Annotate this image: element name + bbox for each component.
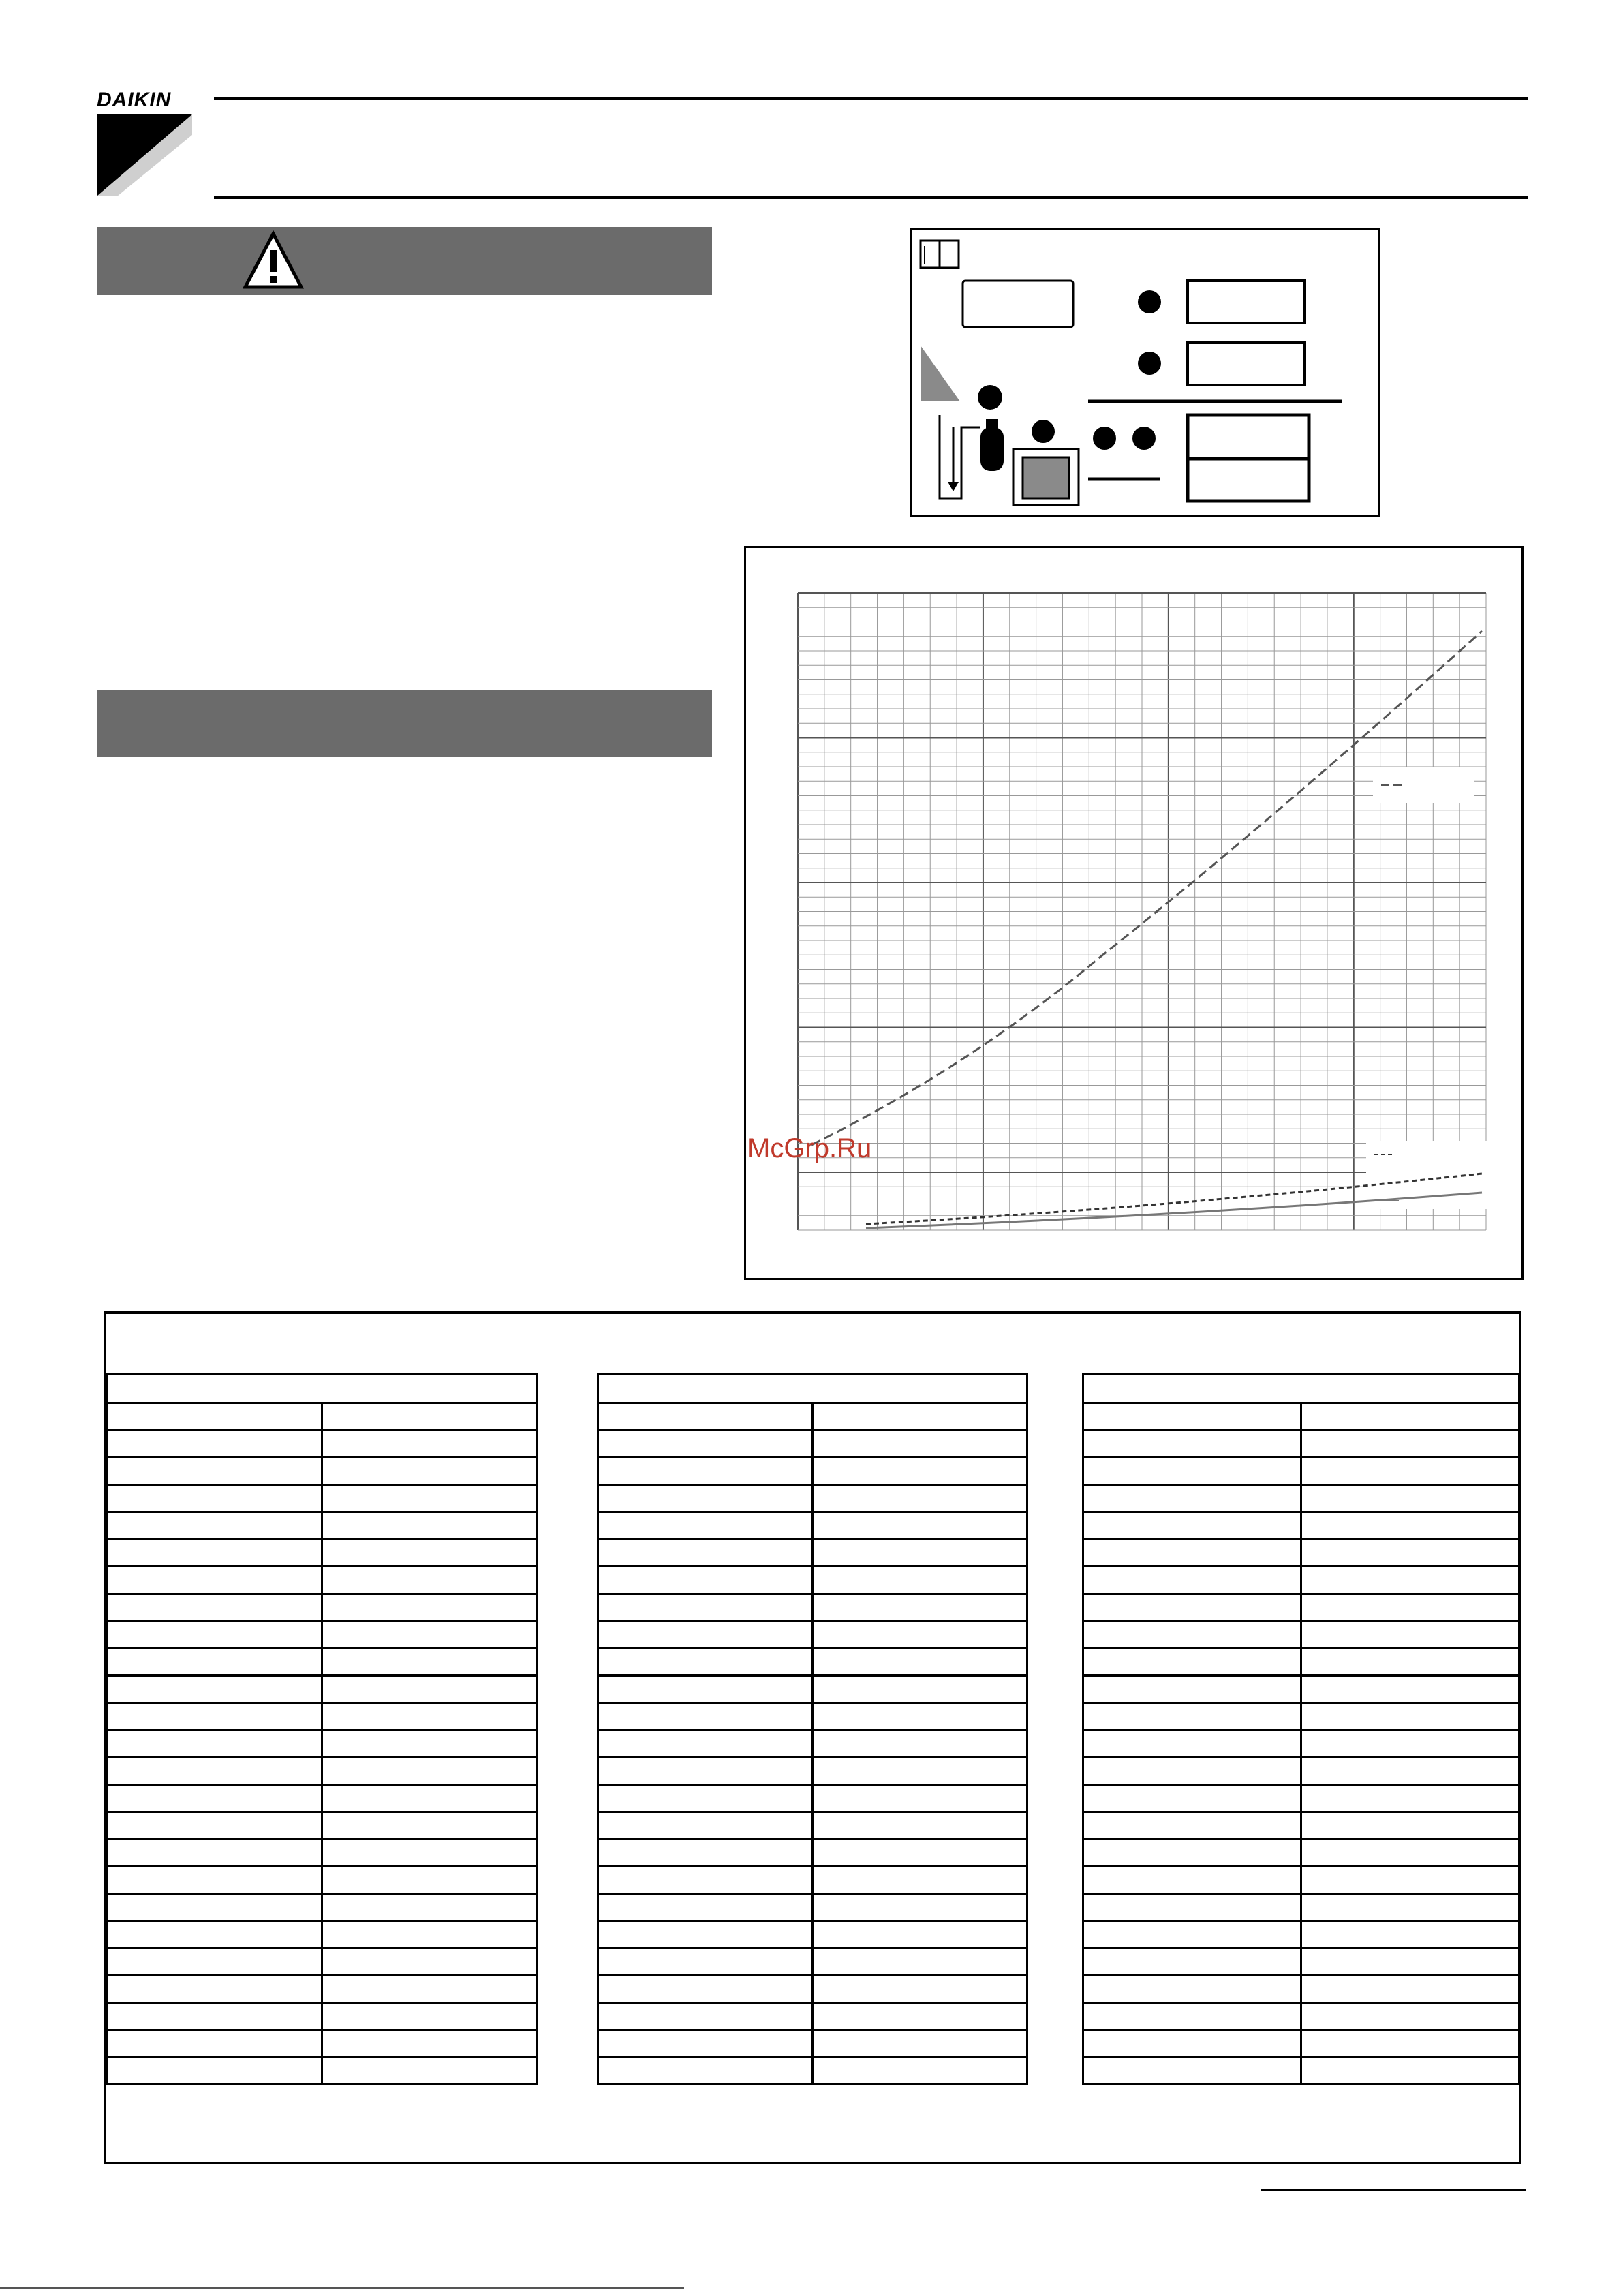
step-dot [1138,290,1161,313]
table-cell-value [322,1485,537,1512]
table-cell-key [598,1403,813,1430]
table-cell-value [813,1758,1027,1785]
step-dot [1093,427,1116,450]
table-cell-key [1083,1976,1301,2003]
table-cell-value [813,1976,1027,2003]
table-row [108,2057,537,2085]
table-row [108,1758,537,1785]
table-row [598,1867,1027,1894]
table-row [108,1594,537,1621]
table-cell-key [598,1785,813,1812]
charge-fill-icon [1023,457,1069,498]
table-row [598,1758,1027,1785]
table-cell-key [108,1703,322,1730]
sticker-field-2 [1188,343,1305,385]
table-row [598,1894,1027,1921]
table-cell-key [108,1458,322,1485]
table-row [598,1730,1027,1758]
table-row [1083,2003,1519,2030]
table-cell-value [813,1676,1027,1703]
table-cell-key [1083,1458,1301,1485]
table-cell-value [1301,1676,1519,1703]
table-cell-key [598,1703,813,1730]
table-row [598,1649,1027,1676]
table-row [598,1948,1027,1976]
table-cell-key [1083,1676,1301,1703]
table-row [108,1485,537,1512]
table-cell-key [598,1458,813,1485]
table-cell-value [1301,1540,1519,1567]
table-cell-value [813,1458,1027,1485]
table-row [108,1649,537,1676]
table-cell-key [1083,1812,1301,1839]
table-cell-value [813,1785,1027,1812]
table-row [598,1976,1027,2003]
table-cell-value [1301,1594,1519,1621]
table-cell-value [1301,1894,1519,1921]
table-cell-value [813,1948,1027,1976]
table-group-header [108,1374,537,1403]
header-rule-bottom [214,196,1528,199]
table-row [1083,1703,1519,1730]
table-cell-value [813,1703,1027,1730]
table-cell-key [108,1403,322,1430]
table-cell-key [108,2057,322,2085]
table-row [1083,1948,1519,1976]
table-cell-key [108,1540,322,1567]
table-cell-value [322,1403,537,1430]
table-cell-value [813,1403,1027,1430]
table-row [1083,1512,1519,1540]
table-cell-value [1301,2030,1519,2057]
table-row [598,1676,1027,1703]
table-row [598,1430,1027,1458]
table-cell-value [813,1594,1027,1621]
table-cell-value [322,1867,537,1894]
table-cell-key [598,1976,813,2003]
table-cell-value [813,1730,1027,1758]
data-table-frame [104,1311,1521,2164]
chart-grid [798,593,1486,1230]
table-cell-key [1083,1621,1301,1649]
header-rule-top [214,97,1528,100]
table-cell-key [598,2003,813,2030]
grey-triangle-icon [921,346,960,401]
table-cell-key [598,1649,813,1676]
table-row [1083,1458,1519,1485]
table-cell-value [813,1540,1027,1567]
table-cell-value [1301,1948,1519,1976]
table-cell-key [108,2030,322,2057]
table-row [108,1867,537,1894]
manual-book-icon [921,241,959,268]
table-cell-value [1301,1567,1519,1594]
table-row [1083,1730,1519,1758]
table-cell-key [108,1730,322,1758]
table-cell-value [322,1621,537,1649]
table-row [1083,2030,1519,2057]
table-cell-key [1083,1867,1301,1894]
table-row [108,1948,537,1976]
table-cell-value [322,1785,537,1812]
table-row [1083,1976,1519,2003]
table-row [1083,1839,1519,1867]
table-row [1083,1812,1519,1839]
table-row [598,1403,1027,1430]
table-cell-value [1301,1839,1519,1867]
warning-triangle-icon [243,230,304,291]
table-cell-value [813,1485,1027,1512]
table-row [1083,1649,1519,1676]
table-group-header [1083,1374,1519,1403]
chart [746,548,1526,1282]
table-row [1083,1921,1519,1948]
table-row [1083,1540,1519,1567]
table-cell-value [1301,1458,1519,1485]
table-group-2 [597,1373,1028,2085]
table-group-1 [106,1373,538,2085]
table-cell-key [598,1758,813,1785]
table-cell-key [1083,1649,1301,1676]
table-row [108,1839,537,1867]
table-row [108,1703,537,1730]
table-row [108,2030,537,2057]
step-dot [1032,420,1055,443]
table-row [1083,1485,1519,1512]
step-dot [1132,427,1156,450]
table-cell-key [108,1621,322,1649]
step-dot [1138,352,1161,375]
table-cell-value [322,1540,537,1567]
table-cell-value [322,1758,537,1785]
table-cell-value [322,1730,537,1758]
table-cell-key [1083,1894,1301,1921]
table-row [108,2003,537,2030]
table-cell-key [108,1976,322,2003]
table-cell-key [598,1485,813,1512]
table-cell-key [1083,1921,1301,1948]
table-cell-value [1301,1649,1519,1676]
chart-frame [744,546,1524,1280]
table-row [598,1921,1027,1948]
table-cell-key [108,1921,322,1948]
table-cell-value [813,1894,1027,1921]
sticker-field-1 [1188,281,1305,323]
table-cell-key [598,1430,813,1458]
table-row [598,1812,1027,1839]
table-row [598,1458,1027,1485]
table-cell-key [1083,1512,1301,1540]
table-cell-key [108,1567,322,1594]
table-cell-value [813,1812,1027,1839]
table-cell-key [598,1921,813,1948]
table-cell-value [322,2003,537,2030]
table-cell-value [813,2003,1027,2030]
table-cell-value [813,1649,1027,1676]
table-row [1083,1676,1519,1703]
page-edge-rule [0,2287,684,2289]
table-row [598,1621,1027,1649]
table-cell-key [598,1812,813,1839]
table-cell-value [1301,1976,1519,2003]
table-cell-value [322,1839,537,1867]
table-cell-value [1301,1867,1519,1894]
table-cell-key [598,1867,813,1894]
table-cell-key [108,1812,322,1839]
table-cell-value [813,2030,1027,2057]
table-cell-value [322,1567,537,1594]
table-cell-key [108,1594,322,1621]
table-cell-key [598,1512,813,1540]
table-cell-value [322,2057,537,2085]
table-cell-key [1083,2030,1301,2057]
table-cell-value [1301,1430,1519,1458]
footer-rule [1261,2189,1526,2191]
table-cell-key [598,1730,813,1758]
table-cell-key [108,1948,322,1976]
table-cell-value [1301,1485,1519,1512]
refrigerant-label-diagram [910,228,1380,517]
table-cell-key [598,1676,813,1703]
table-cell-value [322,1703,537,1730]
table-row [598,1594,1027,1621]
table-row [598,1839,1027,1867]
table-cell-key [108,1894,322,1921]
table-cell-key [598,2057,813,2085]
table-row [1083,1403,1519,1430]
table-cell-key [108,1785,322,1812]
table-cell-value [1301,1785,1519,1812]
table-cell-key [1083,1703,1301,1730]
table-cell-value [1301,2003,1519,2030]
table-row [108,1730,537,1758]
table-row [108,1567,537,1594]
table-cell-key [108,1867,322,1894]
daikin-logo [97,89,192,198]
table-cell-value [322,1676,537,1703]
table-cell-key [1083,1839,1301,1867]
table-cell-key [108,1758,322,1785]
table-row [598,2057,1027,2085]
table-cell-value [1301,2057,1519,2085]
table-row [1083,1567,1519,1594]
table-row [108,1512,537,1540]
table-row [108,1430,537,1458]
table-row [1083,1758,1519,1785]
table-group-header [598,1374,1027,1403]
table-row [598,1785,1027,1812]
table-cell-value [1301,1621,1519,1649]
table-row [108,1540,537,1567]
table-cell-value [322,1512,537,1540]
table-cell-key [1083,1594,1301,1621]
table-row [108,1976,537,2003]
table-cell-key [1083,1948,1301,1976]
table-cell-key [598,2030,813,2057]
table-cell-key [598,1894,813,1921]
table-cell-value [813,1921,1027,1948]
table-cell-value [322,1948,537,1976]
table-cell-value [813,1839,1027,1867]
brand-name: DAIKIN [97,89,172,111]
table-group-3 [1082,1373,1520,2085]
table-row [598,1703,1027,1730]
table-cell-key [1083,1567,1301,1594]
table-row [108,1785,537,1812]
table-cell-value [1301,1730,1519,1758]
table-cell-key [1083,1758,1301,1785]
table-row [598,1485,1027,1512]
table-cell-key [108,1676,322,1703]
watermark-text: McGrp.Ru [747,1133,872,1163]
table-cell-key [108,2003,322,2030]
table-cell-key [108,1512,322,1540]
table-cell-value [322,1594,537,1621]
table-cell-key [108,1430,322,1458]
table-cell-value [813,2057,1027,2085]
table-cell-value [322,2030,537,2057]
table-row [598,2003,1027,2030]
table-row [598,1512,1027,1540]
table-cell-value [322,1649,537,1676]
table-row [108,1812,537,1839]
series-long-dash-line [812,631,1482,1145]
table-cell-key [1083,2003,1301,2030]
table-cell-value [1301,1758,1519,1785]
table-row [598,1540,1027,1567]
table-cell-key [1083,1785,1301,1812]
table-cell-key [108,1485,322,1512]
table-cell-key [598,1540,813,1567]
table-row [1083,1867,1519,1894]
table-cell-value [813,1512,1027,1540]
sticker-field-box [963,281,1073,327]
table-cell-value [1301,1703,1519,1730]
logo-triangle-icon [97,114,192,196]
table-row [108,1676,537,1703]
table-row [1083,1430,1519,1458]
table-row [1083,2057,1519,2085]
table-cell-key [598,1594,813,1621]
section-bar [97,690,712,757]
table-cell-value [813,1621,1027,1649]
table-cell-key [108,1649,322,1676]
table-cell-key [108,1839,322,1867]
table-cell-value [813,1430,1027,1458]
table-cell-value [322,1430,537,1458]
table-cell-key [1083,1430,1301,1458]
table-row [1083,1785,1519,1812]
table-row [1083,1594,1519,1621]
table-cell-value [1301,1921,1519,1948]
table-cell-key [1083,1403,1301,1430]
table-cell-value [322,1976,537,2003]
warning-section-bar [97,227,712,295]
table-row [598,2030,1027,2057]
table-cell-value [322,1812,537,1839]
table-cell-key [598,1839,813,1867]
table-row [598,1567,1027,1594]
table-row [1083,1621,1519,1649]
table-row [1083,1894,1519,1921]
table-row [108,1894,537,1921]
table-cell-key [1083,1730,1301,1758]
table-cell-value [1301,1812,1519,1839]
table-cell-value [322,1458,537,1485]
table-row [108,1621,537,1649]
table-row [108,1921,537,1948]
table-cell-key [1083,1540,1301,1567]
table-cell-value [813,1867,1027,1894]
table-cell-value [322,1921,537,1948]
table-cell-key [598,1621,813,1649]
legend-box-upper [1373,767,1474,803]
table-cell-value [1301,1403,1519,1430]
refrigerant-cylinder-icon [940,385,1004,498]
table-cell-key [598,1948,813,1976]
table-cell-key [1083,2057,1301,2085]
table-cell-value [813,1567,1027,1594]
table-cell-value [1301,1512,1519,1540]
table-row [108,1403,537,1430]
table-cell-key [1083,1485,1301,1512]
table-cell-key [598,1567,813,1594]
table-row [108,1458,537,1485]
table-cell-value [322,1894,537,1921]
